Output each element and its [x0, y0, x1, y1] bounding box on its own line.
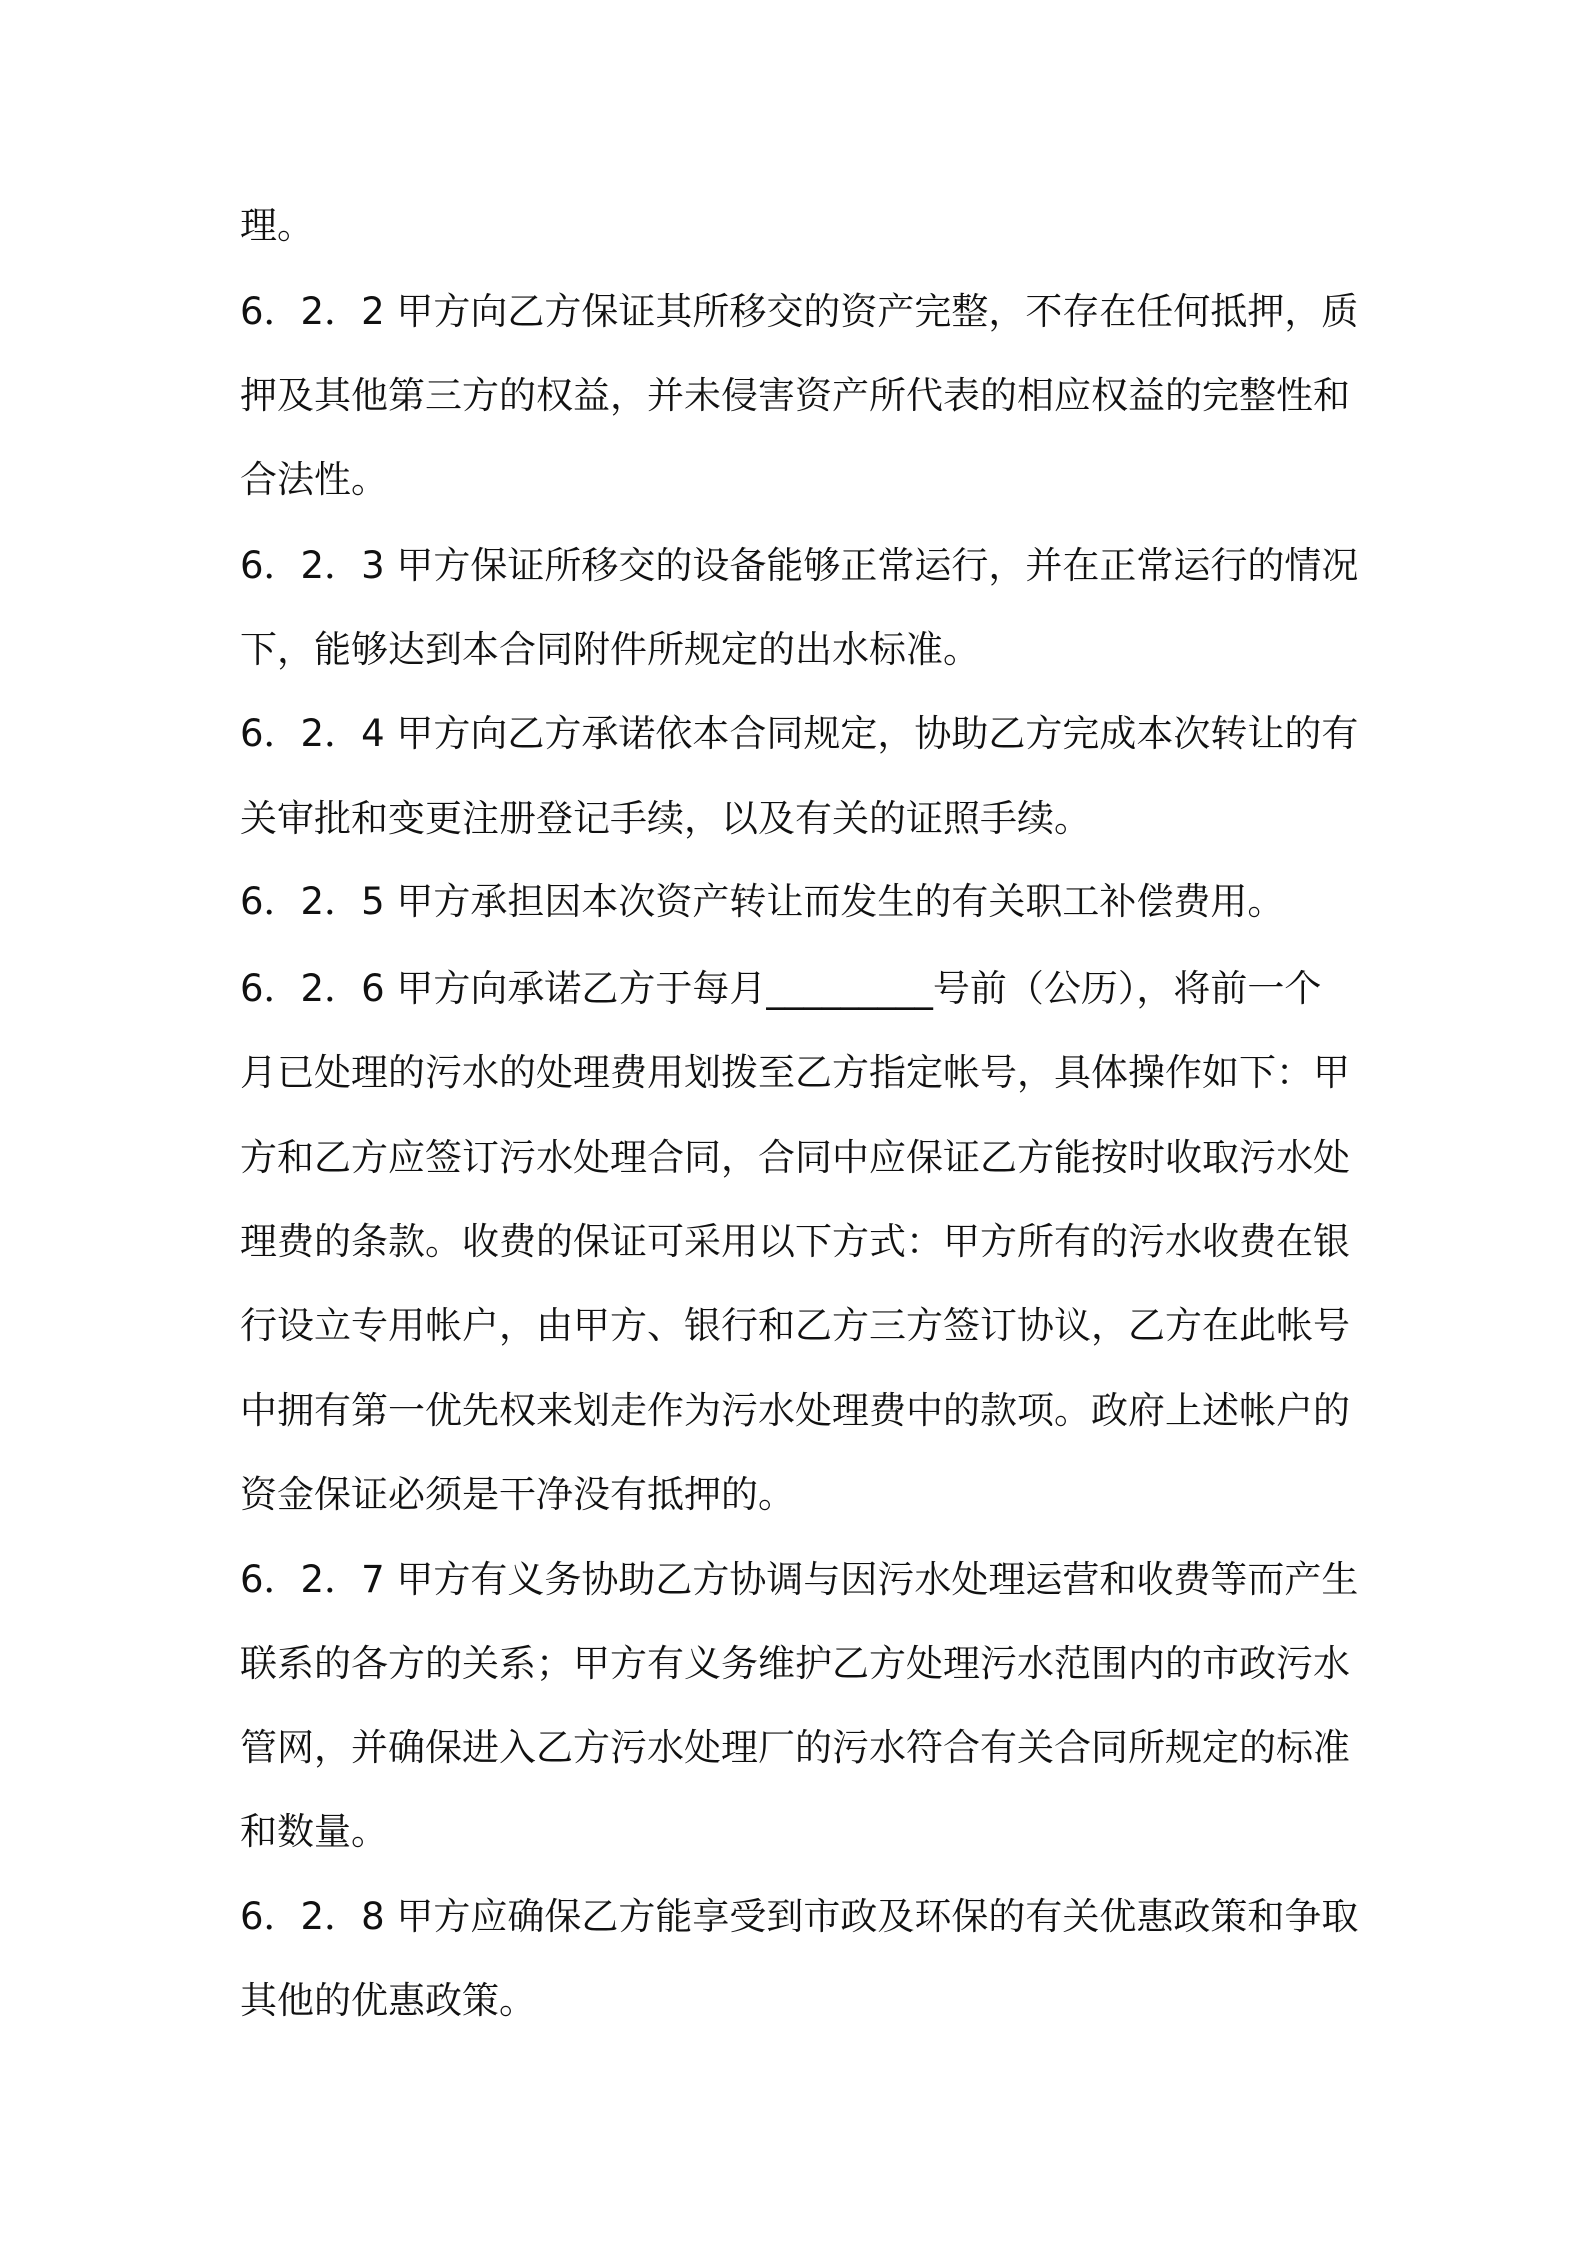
text-line: 和数量。	[240, 1810, 388, 1853]
text-line: 关审批和变更注册登记手续，以及有关的证照手续。	[240, 797, 1091, 840]
text-line: 6．2．3 甲方保证所移交的设备能够正常运行，并在正常运行的情况	[240, 544, 1359, 587]
text-line: 6．2．8 甲方应确保乙方能享受到市政及环保的有关优惠政策和争取	[240, 1895, 1359, 1938]
text-line: 资金保证必须是干净没有抵押的。	[240, 1473, 795, 1516]
text-line: 6．2．6 甲方向承诺乙方于每月_________号前（公历），将前一个	[240, 967, 1322, 1010]
text-line: 方和乙方应签订污水处理合同，合同中应保证乙方能按时收取污水处	[240, 1136, 1350, 1179]
text-line: 理费的条款。收费的保证可采用以下方式：甲方所有的污水收费在银	[240, 1220, 1350, 1263]
text-line: 6．2．5 甲方承担因本次资产转让而发生的有关职工补偿费用。	[240, 880, 1285, 923]
text-line: 理。	[240, 204, 314, 247]
text-line: 下，能够达到本合同附件所规定的出水标准。	[240, 628, 980, 671]
text-line: 管网，并确保进入乙方污水处理厂的污水符合有关合同所规定的标准	[240, 1726, 1350, 1769]
text-line: 6．2．4 甲方向乙方承诺依本合同规定，协助乙方完成本次转让的有	[240, 712, 1359, 755]
text-line: 押及其他第三方的权益，并未侵害资产所代表的相应权益的完整性和	[240, 374, 1350, 417]
text-line: 行设立专用帐户，由甲方、银行和乙方三方签订协议，乙方在此帐号	[240, 1304, 1350, 1347]
text-line: 联系的各方的关系；甲方有义务维护乙方处理污水范围内的市政污水	[240, 1642, 1350, 1685]
text-line: 其他的优惠政策。	[240, 1979, 536, 2022]
text-line: 6．2．2 甲方向乙方保证其所移交的资产完整，不存在任何抵押，质	[240, 290, 1359, 333]
text-line: 月已处理的污水的处理费用划拨至乙方指定帐号，具体操作如下：甲	[240, 1051, 1350, 1094]
text-line: 中拥有第一优先权来划走作为污水处理费中的款项。政府上述帐户的	[240, 1389, 1350, 1432]
text-line: 合法性。	[240, 458, 388, 501]
text-line: 6．2．7 甲方有义务协助乙方协调与因污水处理运营和收费等而产生	[240, 1558, 1359, 1601]
